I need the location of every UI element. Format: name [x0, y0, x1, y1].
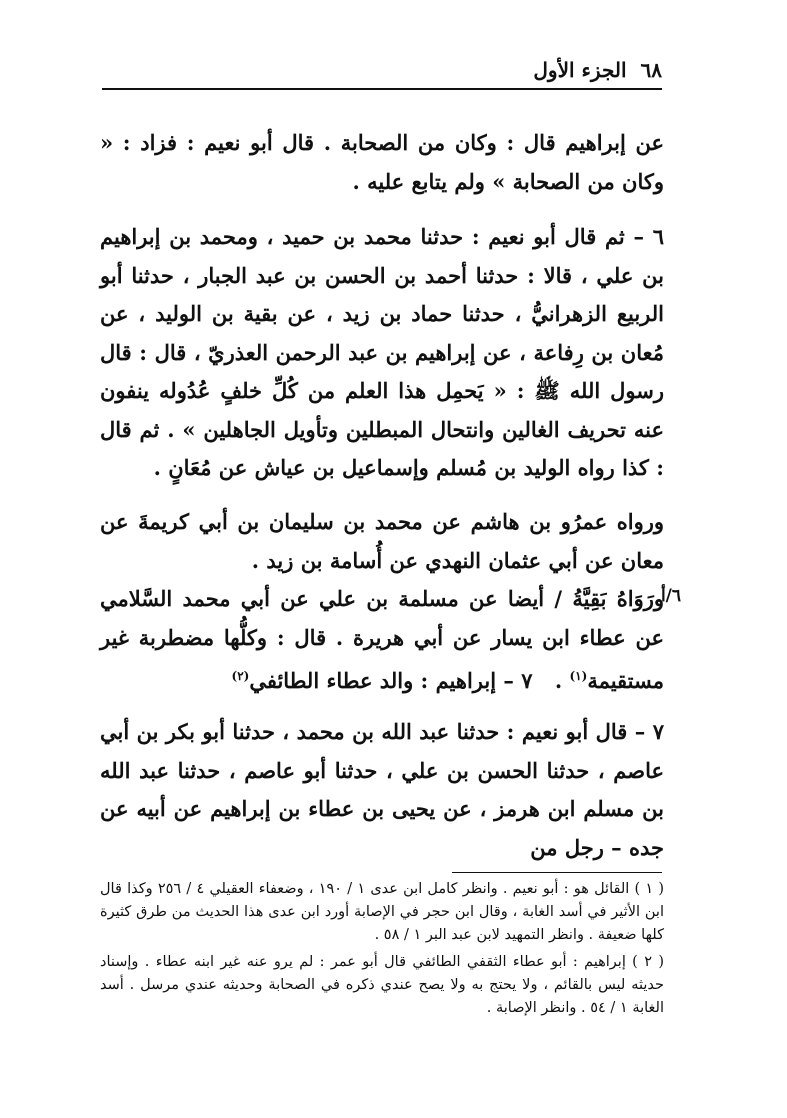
paragraph-1: عن إبراهيم قال : وكان من الصحابة . قال أبو نعيم : فزاد : « وكان من الصحابة » ولم يتابع عليه . [100, 130, 664, 194]
footnotes [100, 878, 664, 1024]
running-header [102, 60, 662, 90]
section-heading [100, 668, 664, 693]
paragraph-4-end: . [554, 668, 570, 693]
footnote-divider [452, 872, 662, 873]
section-heading-text: ٧ – إبراهيم : والد عطاء الطائفي [249, 668, 533, 693]
footnote-ref-1: (١) [569, 669, 588, 683]
paragraph-5: ٧ – قال أبو نعيم : حدثنا عبد الله بن محمد ، حدثنا أبو بكر بن أبي عاصم ، حدثنا الحسن بن علي ، حدثنا أبو عاصم ، حدثنا عبد الله بن مسلم ابن هرمز ، عن يحيى بن عطاء بن إبراهيم عن أبيه عن جده – رجل من [100, 719, 664, 860]
footnote-ref-2: (٢) [231, 669, 250, 683]
paragraph-2: ٦ – ثم قال أبو نعيم : حدثنا محمد بن حميد ، ومحمد بن إبراهيم بن علي ، قالا : حدثنا أحمد بن الحسن بن عبد الجبار ، حدثنا أبو الربيع الزهرانيُّ ، حدثنا حماد بن زيد ، عن بقية بن الوليد ، عن مُعان بن رِفاعة ، عن إبراهيم بن عبد الرحمن العذريّ ، قال : قال رسول الله ﷺ : « يَحمِل هذا العلم من كُلِّ خلفٍ عُدُوله ينفون عنه تحريف الغالين وانتحال المبطلين وتأويل الجاهلين » . ثم قال : كذا رواه الوليد بن مُسلم وإسماعيل بن عياش عن مُعَانٍ . [100, 224, 664, 480]
paragraph-4-text: ورَوَاهُ بَقِيَّةُ / أيضا عن مسلمة بن علي عن أبي محمد السَّلامي عن عطاء ابن يسار عن أبي هريرة . قال : وكلُّها مضطربة غير مستقيمة [100, 586, 664, 693]
footnote-1: ( ١ ) القائل هو : أبو نعيم . وانظر كامل ابن عدى ١ / ١٩٠ ، وضعفاء العقيلي ٤ / ٢٥٦ وكذا قال ابن الأثير في أسد الغابة ، وقال ابن حجر في الإصابة أورد ابن عدى هذا الحديث من طرق كثيرة كلها ضعيفة . وانظر التمهيد لابن عبد البر ١ / ٥٨ . [100, 881, 664, 943]
footnote-2: ( ٢ ) إبراهيم : أبو عطاء الثقفي الطائفي قال أبو عمر : لم يرو عنه غير ابنه عطاء . وإسناد حديثه ليس بالقائم ، ولا يحتج به ولا يصح عندي ذكره في الصحابة وحديثه عندي مرسل . أسد الغابة ١ / ٥٤ . وانظر الإصابة . [100, 954, 664, 1016]
running-title: الجزء الأول [533, 58, 627, 82]
page-number: ٦٨ [640, 58, 662, 82]
paragraph-3: ورواه عمرُو بن هاشم عن محمد بن سليمان بن أبي كريمةَ عن معان عن أبي عثمان النهدي عن أُسامة بن زيد . [100, 509, 664, 573]
margin-folio-note: ٦/أ [660, 586, 682, 606]
